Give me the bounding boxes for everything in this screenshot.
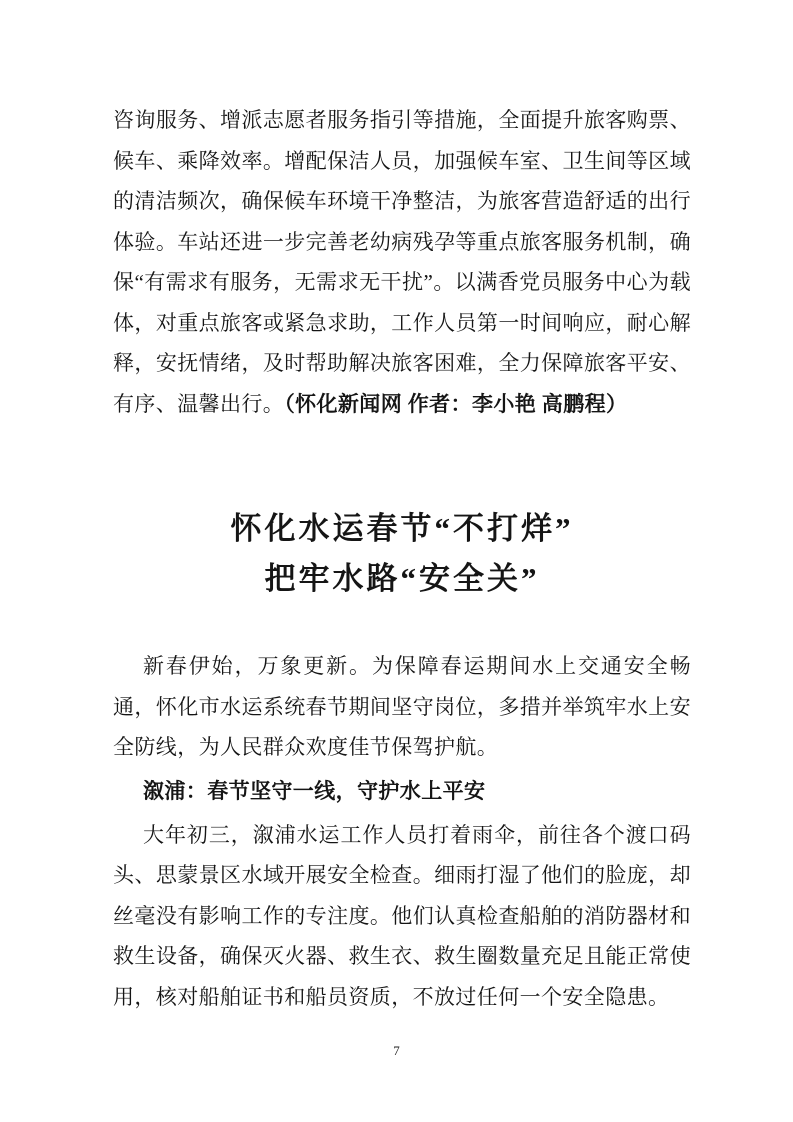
article-title-line1: 怀化水运春节“不打烊”: [230, 511, 574, 546]
section-subheading: 溆浦：春节坚守一线，守护水上平安: [143, 778, 486, 803]
article-byline: （怀化新闻网 作者：李小艳 高鹏程）: [284, 391, 628, 416]
body-paragraph: 大年初三，溆浦水运工作人员打着雨伞，前往各个渡口码头、思蒙景区水域开展安全检查。细雨打湿了他们的脸庞，却丝毫没有影响工作的专注度。他们认真检查船舶的消防器材和救生设备，确保灭火器、救生衣、救生圈数量充足且能正常使用，核对船舶证书和船员资质，不放过任何一个安全隐患。: [113, 822, 691, 1009]
continuation-paragraph: [113, 100, 691, 424]
article-title: [113, 504, 691, 604]
intro-paragraph: 新春伊始，万象更新。为保障春运期间水上交通安全畅通，怀化市水运系统春节期间坚守岗位，多措并举筑牢水上安全防线，为人民群众欢度佳节保驾护航。: [113, 654, 691, 759]
article-title-line2: 把牢水路“安全关”: [264, 561, 540, 596]
page-number: 7: [393, 1043, 400, 1058]
continuation-paragraph-text: 咨询服务、增派志愿者服务指引等措施，全面提升旅客购票、候车、乘降效率。增配保洁人员，加强候车室、卫生间等区域的清洁频次，确保候车环境干净整洁，为旅客营造舒适的出行体验。车站还进一步完善老幼病残孕等重点旅客服务机制，确保“有需求有服务，无需求无干扰”。以满香党员服务中心为载体，对重点旅客或紧急求助，工作人员第一时间响应，耐心解释，安抚情绪，及时帮助解决旅客困难，全力保障旅客平安、有序、温馨出行。: [113, 108, 691, 416]
